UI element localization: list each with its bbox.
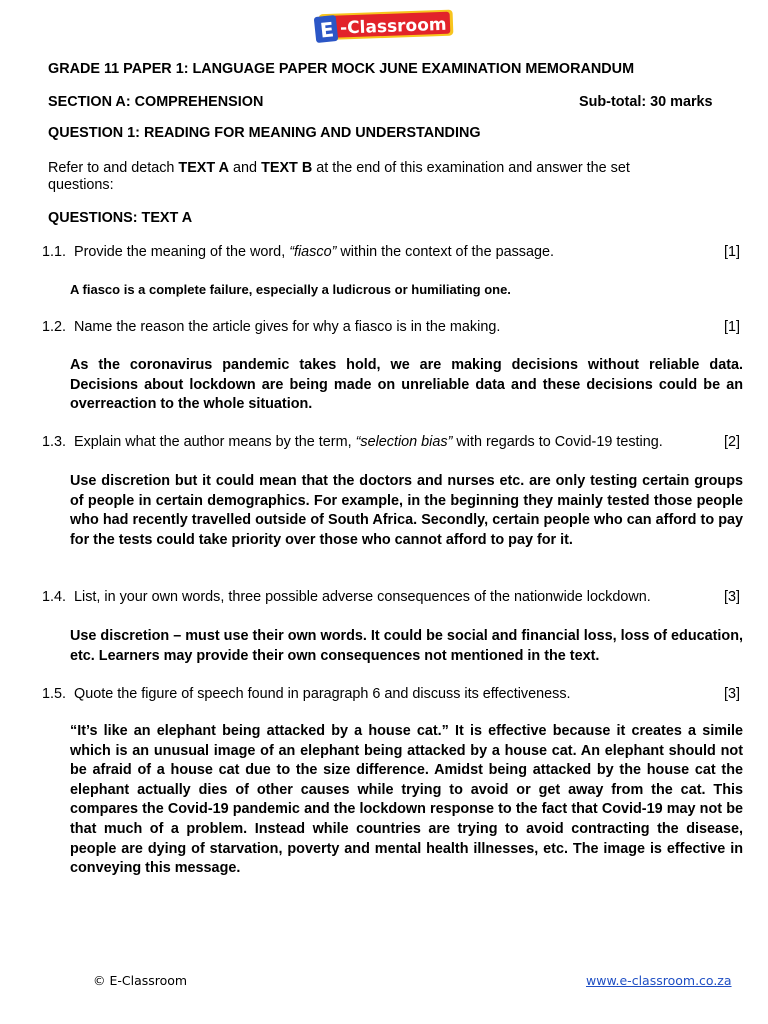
questions-heading: QUESTIONS: TEXT A	[48, 210, 193, 226]
question-number: 1.2.	[42, 319, 67, 335]
intro-line-1	[48, 159, 630, 178]
answer-1-1: A fiasco is a complete failure, especially a ludicrous or humiliating one.	[70, 282, 511, 297]
intro-text: Refer to and detach	[48, 160, 179, 176]
footer-copyright: © E-Classroom	[93, 973, 188, 988]
question-number: 1.5.	[42, 686, 67, 702]
question-text: Quote the figure of speech found in paragraph 6 and discuss its effectiveness.	[74, 686, 571, 702]
text-b-label: TEXT B	[261, 160, 313, 176]
question-number: 1.4.	[42, 589, 67, 605]
question-text: Explain what the author means by the term, “selection bias” with regards to Covid-19 testing.	[74, 434, 663, 450]
question-text: Name the reason the article gives for why a fiasco is in the making.	[74, 319, 501, 335]
answer-1-2: As the coronavirus pandemic takes hold, we are making decisions without reliable data. Decisions about lockdown are being made on unreliable data and these decisions could be an overreaction to the whole situation.	[70, 357, 743, 413]
memo-title: GRADE 11 PAPER 1: LANGUAGE PAPER MOCK JUNE EXAMINATION MEMORANDUM	[48, 61, 635, 77]
svg-text:-Classroom: -Classroom	[339, 14, 447, 39]
answer-1-3: Use discretion but it could mean that the doctors and nurses etc. are only testing certain groups of people in certain demographics. For example, in the beginning they mainly tested those people who had recently travelled outside of South Africa. Secondly, certain people who can afford to pay for the tests could take priority over those who cannot afford to pay for it.	[70, 473, 743, 548]
question-mark: [2]	[724, 434, 740, 450]
intro-line-2: questions:	[48, 177, 114, 193]
question-text: List, in your own words, three possible adverse consequences of the nationwide lockdown.	[74, 589, 651, 605]
question-text: Provide the meaning of the word, “fiasco” within the context of the passage.	[74, 244, 554, 260]
question-1-3	[42, 433, 742, 453]
question-mark: [3]	[724, 686, 740, 702]
text-a-label: TEXT A	[178, 160, 230, 176]
question-1-5	[42, 685, 742, 705]
question-number: 1.3.	[42, 434, 67, 450]
question-mark: [1]	[724, 319, 740, 335]
question-mark: [3]	[724, 589, 740, 605]
question-mark: [1]	[724, 244, 740, 260]
footer-website-link[interactable]: www.e-classroom.co.za	[586, 973, 732, 988]
section-heading: SECTION A: COMPREHENSION	[48, 94, 264, 110]
intro-text: at the end of this examination and answer the set	[312, 160, 630, 176]
question-1-4	[42, 588, 742, 608]
subtotal-marks: Sub-total: 30 marks	[579, 94, 713, 110]
question-number: 1.1.	[42, 244, 67, 260]
answer-1-5: “It’s like an elephant being attacked by a house cat.” It is effective because it creates a simile which is an unusual image of an elephant being attacked by a house cat. An elephant should not be afraid of a house cat due to the size difference. Amidst being attacked by the house cat the elephant actually dies of other causes while trying to avoid or get away from the cat. This compares the Covid-19 pandemic and the lockdown response to the fact that Covid-19 may not be that much of a problem. Instead while countries are trying to avoid contracting the disease, people are dying of starvation, poverty and mental health illnesses, etc. The image is effective in conveying this message.	[70, 723, 743, 877]
question-heading: QUESTION 1: READING FOR MEANING AND UNDERSTANDING	[48, 125, 481, 141]
intro-text: and	[229, 160, 262, 176]
question-1-2	[42, 318, 742, 338]
svg-text:E: E	[318, 17, 335, 43]
answer-1-4: Use discretion – must use their own words. It could be social and financial loss, loss of education, etc. Learners may provide their own consequences not mentioned in the text.	[70, 628, 743, 664]
question-1-1	[42, 243, 742, 263]
e-classroom-logo	[313, 8, 455, 44]
